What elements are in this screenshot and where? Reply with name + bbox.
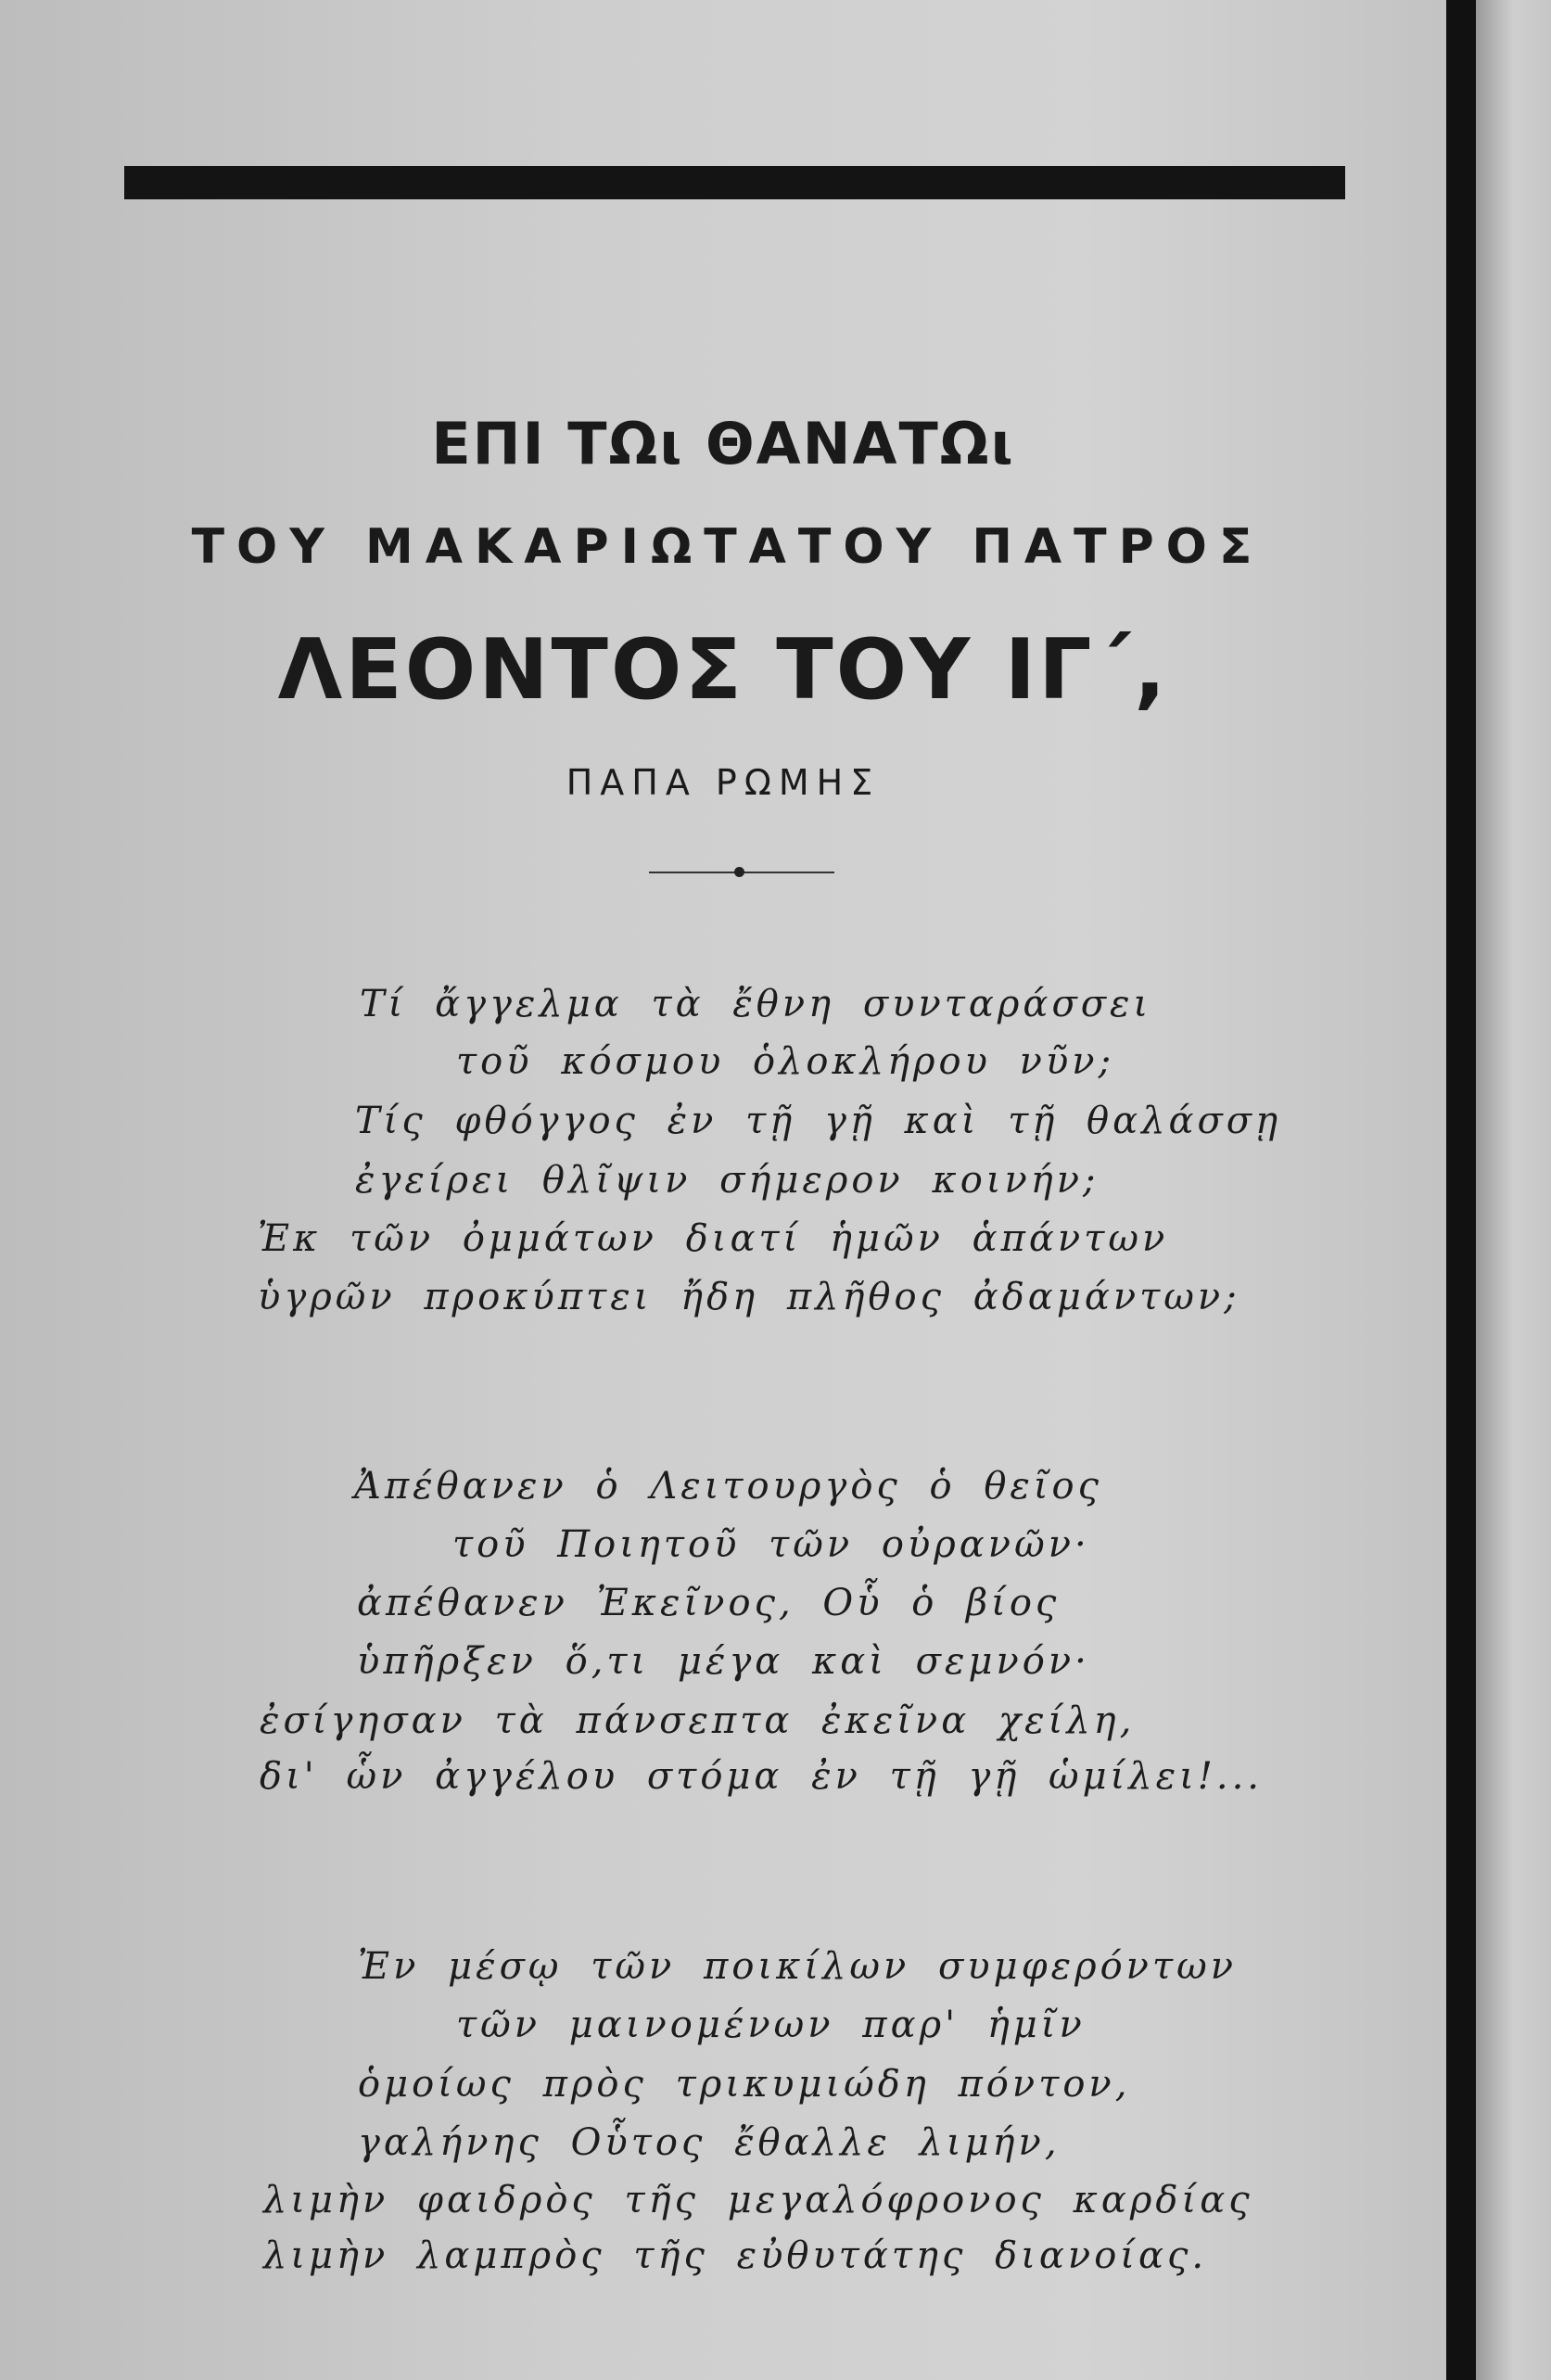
poem-line: ἀπέθανεν Ἐκεῖνος, Οὗ ὁ βίος	[357, 1582, 1061, 1624]
facing-page-edge	[1476, 0, 1551, 2380]
poem-line: ὁμοίως πρὸς τρικυμιώδη πόντον,	[358, 2063, 1131, 2106]
title-line-2: ΤΟΥ ΜΑΚΑΡΙΩΤΑΤΟΥ ΠΑΤΡΟΣ	[191, 519, 1265, 575]
poem-line: ὑγρῶν προκύπτει ἤδη πλῆθος ἀδαμάντων;	[258, 1276, 1240, 1318]
poem-line: τῶν μαινομένων παρ' ἡμῖν	[456, 2004, 1086, 2046]
title-line-3: ΛΕΟΝΤΟΣ ΤΟΥ ΙΓ΄,	[277, 621, 1169, 719]
poem-line: γαλήνης Οὗτος ἔθαλλε λιμήν,	[358, 2121, 1061, 2164]
poem-line: ἐσίγησαν τὰ πάνσεπτα ἐκεῖνα χείλη,	[260, 1699, 1136, 1742]
poem-line: Τί ἄγγελμα τὰ ἔθνη συνταράσσει	[360, 983, 1152, 1025]
title-line-1: ΕΠΙ ΤΩι ΘΑΝΑΤΩι	[431, 410, 1015, 477]
poem-line: τοῦ κόσμου ὁλοκλήρου νῦν;	[456, 1040, 1115, 1083]
ornament-dot	[734, 867, 744, 877]
poem-line: λιμὴν φαιδρὸς τῆς μεγαλόφρονος καρδίας	[263, 2179, 1253, 2221]
poem-line: Ἐν μέσῳ τῶν ποικίλων συμφερόντων	[358, 1945, 1238, 1988]
title-line-4: ΠΑΠΑ ΡΩΜΗΣ	[566, 762, 881, 803]
poem-line: τοῦ Ποιητοῦ τῶν οὐρανῶν·	[452, 1523, 1090, 1566]
poem-line: Τίς φθόγγος ἐν τῇ γῇ καὶ τῇ θαλάσσῃ	[355, 1100, 1282, 1142]
poem-line: Ἀπέθανεν ὁ Λειτουργὸς ὁ θεῖος	[354, 1465, 1103, 1508]
poem-line: ἐγείρει θλῖψιν σήμερον κοινήν;	[355, 1159, 1100, 1202]
book-gutter	[1446, 0, 1476, 2380]
poem-line: ὑπῆρξεν ὅ,τι μέγα καὶ σεμνόν·	[357, 1640, 1090, 1683]
poem-line: Ἐκ τῶν ὀμμάτων διατί ἡμῶν ἁπάντων	[258, 1217, 1169, 1260]
poem-line: δι' ὧν ἀγγέλου στόμα ἐν τῇ γῇ ὡμίλει!...	[260, 1755, 1264, 1798]
poem-line: λιμὴν λαμπρὸς τῆς εὐθυτάτης διανοίας.	[263, 2234, 1208, 2277]
top-rule	[124, 166, 1345, 199]
